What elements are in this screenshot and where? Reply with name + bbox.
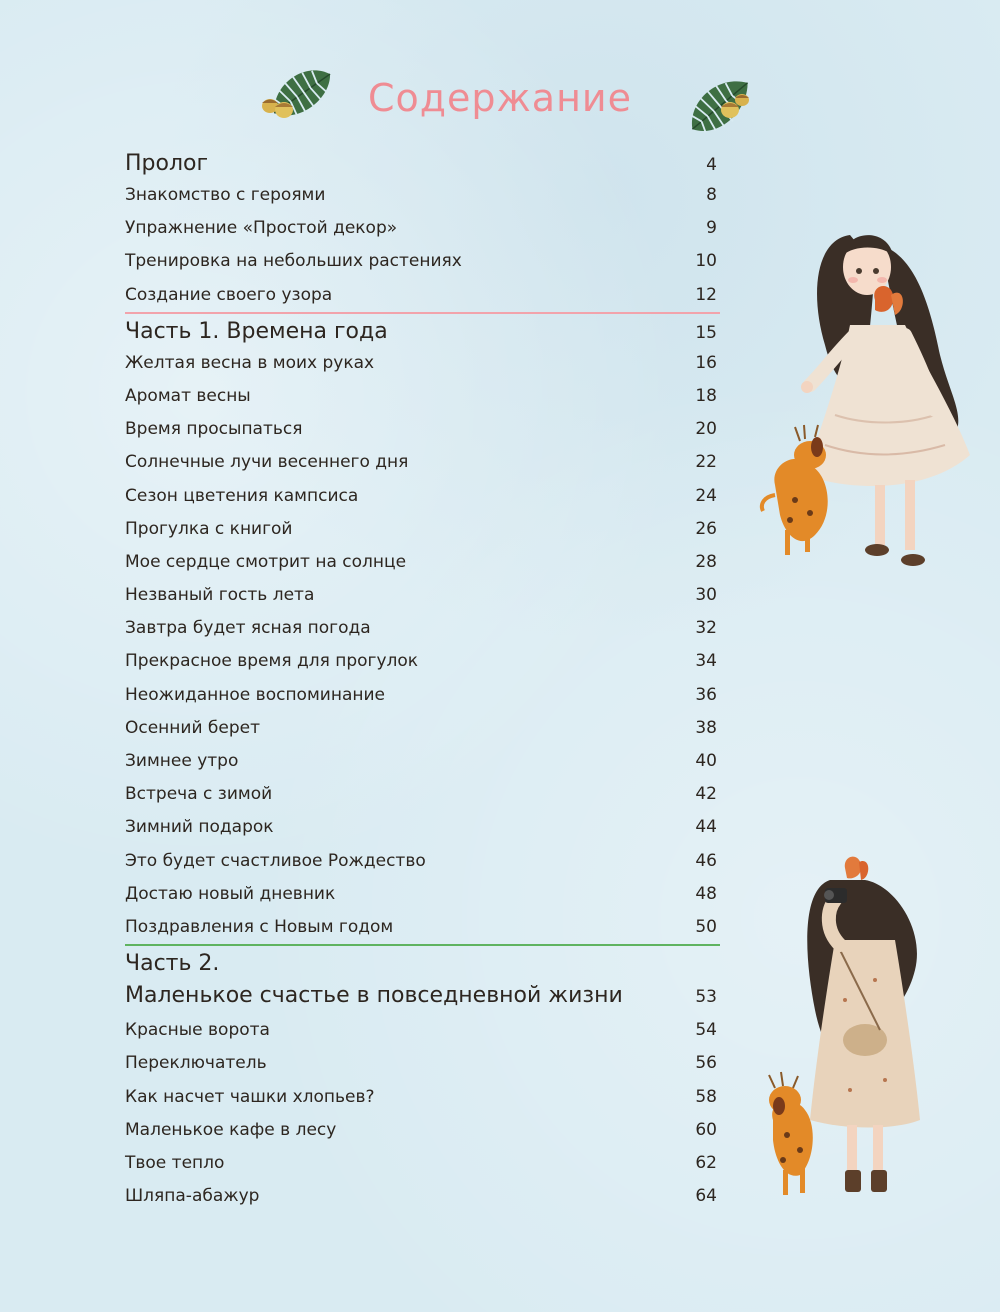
monstera-leaf-icon [258,58,338,128]
entry-title: Неожиданное воспоминание [125,684,385,705]
page-number: 36 [695,684,717,705]
toc-section-prologue[interactable] [125,146,717,179]
entry-title: Поздравления с Новым годом [125,916,394,937]
toc-entry[interactable] [125,245,717,278]
entry-title: Прогулка с книгой [125,518,293,539]
toc-entry[interactable] [125,778,717,811]
section-title: Часть 1. Времена года [125,318,388,344]
section-title: Часть 2. [125,951,220,977]
page-number: 18 [695,385,717,406]
entry-title: Переключатель [125,1053,267,1074]
toc-entry[interactable] [125,679,717,712]
entry-title: Как насчет чашки хлопьев? [125,1086,375,1107]
toc-entry[interactable] [125,546,717,579]
entry-title: Знакомство с героями [125,185,326,205]
section-title: Маленькое счастье в повседневной жизни [125,983,623,1009]
entry-title: Маленькое кафе в лесу [125,1119,337,1140]
toc-entry[interactable] [125,413,717,446]
page-number: 28 [695,551,717,572]
toc-entry[interactable] [125,612,717,645]
entry-title: Шляпа-абажур [125,1186,260,1207]
toc-entry[interactable] [125,878,717,911]
toc-entry[interactable] [125,380,717,413]
entry-title: Мое сердце смотрит на солнце [125,551,407,572]
entry-title: Зимнее утро [125,751,239,771]
section-title: Пролог [125,151,209,176]
entry-title: Твое тепло [125,1152,225,1173]
toc-entry[interactable] [125,279,717,312]
toc-entry[interactable] [125,1180,717,1213]
toc-entry[interactable] [125,212,717,245]
entry-title: Незваный гость лета [125,585,315,606]
entry-title: Упражнение «Простой декор» [125,218,398,239]
toc-entry[interactable] [125,1081,717,1114]
toc-entry[interactable] [125,645,717,678]
entry-title: Создание своего узора [125,284,333,305]
toc-section-part-1[interactable] [125,314,717,347]
page-number: 22 [695,452,717,473]
page-number: 20 [695,419,717,440]
toc-section-part-2-label[interactable] [125,946,717,980]
entry-title: Осенний берет [125,717,261,738]
entry-title: Прекрасное время для прогулок [125,651,419,672]
page-number: 12 [695,284,717,305]
toc-entry[interactable] [125,513,717,546]
page-number: 62 [695,1152,717,1173]
entry-title: Тренировка на небольших растениях [125,251,462,272]
page-number: 42 [695,784,717,805]
page-number: 56 [695,1053,717,1074]
toc-entry[interactable] [125,712,717,745]
toc-entry[interactable] [125,347,717,380]
page-number: 38 [695,717,717,738]
toc-section-part-2[interactable] [125,980,717,1014]
page-number: 8 [706,185,717,205]
toc-entry[interactable] [125,179,717,212]
entry-title: Достаю новый дневник [125,883,336,904]
page-number: 50 [695,916,717,937]
page-number: 44 [695,817,717,838]
page-number: 32 [695,618,717,639]
page-number: 46 [695,850,717,871]
page-number: 58 [695,1086,717,1107]
page-number: 15 [695,322,717,343]
page-number: 24 [695,485,717,506]
entry-title: Встреча с зимой [125,784,273,805]
entry-title: Время просыпаться [125,419,303,440]
toc-entry[interactable] [125,579,717,612]
entry-title: Это будет счастливое Рождество [125,850,426,871]
girl-illustration-icon [755,215,985,585]
entry-title: Завтра будет ясная погода [125,618,371,639]
page-number: 48 [695,883,717,904]
page-number: 16 [695,352,717,373]
page-number: 54 [695,1020,717,1041]
page-number: 64 [695,1186,717,1207]
entry-title: Зимний подарок [125,817,274,838]
entry-title: Солнечные лучи весеннего дня [125,452,409,473]
toc-entry[interactable] [125,1114,717,1147]
toc-entry[interactable] [125,911,717,944]
page-number: 26 [695,518,717,539]
page-title: Содержание [368,76,632,120]
monstera-leaf-icon [680,70,760,142]
toc-entry[interactable] [125,811,717,844]
toc-entry[interactable] [125,745,717,778]
page-number: 9 [706,218,717,239]
toc-entry[interactable] [125,1147,717,1180]
table-of-contents [125,146,717,1213]
page-number: 34 [695,651,717,672]
toc-entry[interactable] [125,480,717,513]
toc-entry[interactable] [125,1047,717,1080]
entry-title: Красные ворота [125,1020,270,1041]
entry-title: Сезон цветения кампсиса [125,485,359,506]
page-number: 4 [706,155,717,175]
page-number: 40 [695,751,717,771]
page-number: 60 [695,1119,717,1140]
toc-entry[interactable] [125,1014,717,1047]
page-number: 53 [695,987,717,1008]
toc-entry[interactable] [125,845,717,878]
entry-title: Желтая весна в моих руках [125,352,375,373]
page-number: 30 [695,585,717,606]
entry-title: Аромат весны [125,385,251,406]
toc-entry[interactable] [125,446,717,479]
girl-with-camera-illustration-icon [755,850,955,1210]
page-number: 10 [695,251,717,272]
